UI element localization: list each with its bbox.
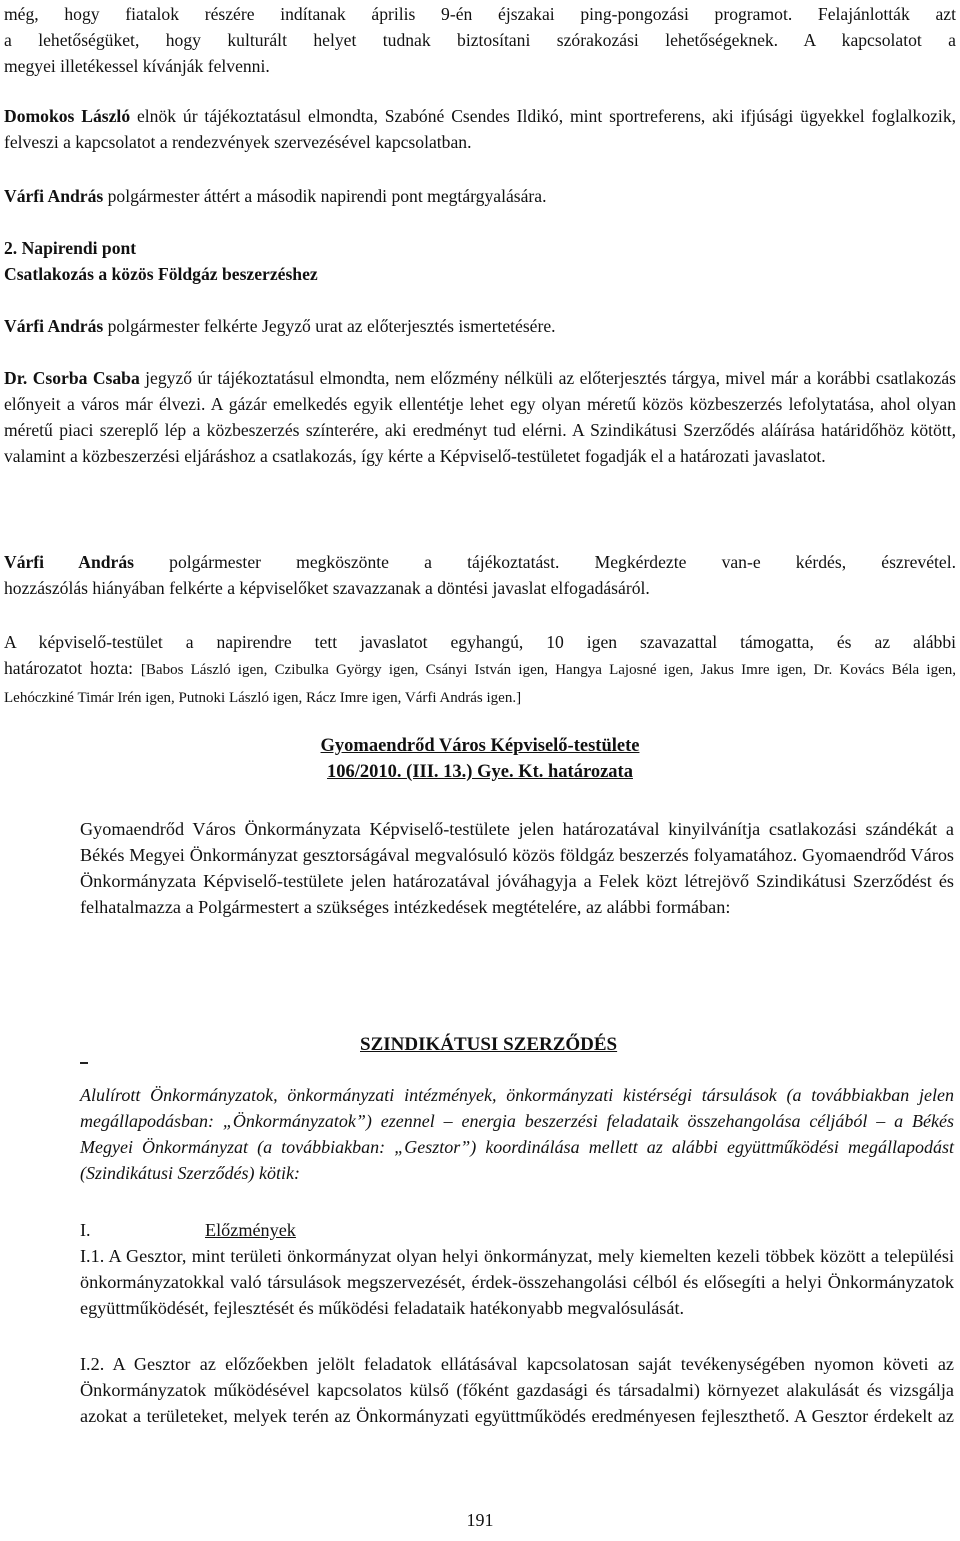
- speaker-name: Domokos László: [4, 106, 131, 126]
- vote-names: [Babos László igen, Czibulka György igen, Csányi István igen, Hangya Lajosné igen, Jakus Imre igen, Dr. Kovács Béla igen, Lehóczkiné Timár Irén igen, Putnoki László igen, Rácz Imre igen, Várfi András igen.]: [4, 662, 957, 706]
- section-heading: [80, 1217, 954, 1243]
- section-title: Előzmények: [205, 1220, 296, 1240]
- clause-i2: I.2. A Gesztor az előzőekben jelölt feladatok ellátásával kapcsolatosan saját tevékenységében nyomon követi az Önkormányzatok működésével kapcsolatos külső (főként gazdasági és társadalmi) környezet alakulását és vizsgálja azokat a területeket, melyek terén az Önkormányzati együttműködés eredményesen fejleszthető. A Gesztor érdekelt az: [80, 1354, 954, 1426]
- para2: [4, 103, 956, 155]
- para6-line1: [4, 549, 956, 575]
- resolution-title: Gyomaendrőd Város Képviselő-testülete: [320, 736, 640, 756]
- para4: [4, 313, 956, 339]
- contract-title: SZINDIKÁTUSI SZERZŐDÉS: [360, 1034, 618, 1055]
- speaker-name: Dr. Csorba Csaba: [4, 368, 140, 388]
- para2-text: elnök úr tájékoztatásul elmondta, Szabóné Csendes Ildikó, mint sportreferens, aki ifjúsági ügyekkel foglalkozik, felveszi a kapcsolatot a rendezvények szervezésével kapcsolatban.: [4, 106, 957, 152]
- speaker-name: Várfi András: [4, 316, 104, 336]
- vote-details: [4, 655, 956, 711]
- agenda-number: 2. Napirendi pont: [4, 238, 137, 258]
- clause-i1: I.1. A Gesztor, mint területi önkormányzat olyan helyi önkormányzat, mely kiemelten kezeli többek között a települési önkormányzatokkal való társulások megszervezését, érdek-összehangolási célból és elősegíti a helyi Önkormányzatok együttműködését, fejlesztését és működési feladataik hatékonyabb megvalósulását.: [80, 1246, 954, 1318]
- para5: [4, 365, 956, 469]
- vote-lead: határozatot hozta:: [4, 658, 141, 678]
- para6-line2: hozzászólás hiányában felkérte a képviselőket szavazzanak a döntési javaslat elfogadásáról.: [4, 578, 650, 598]
- para1-line1: még, hogy fiatalok részére indítanak április 9-én éjszakai ping-pongozási programot. Felajánlották azt: [4, 4, 956, 24]
- contract-intro: Alulírott Önkormányzatok, önkormányzati intézmények, önkormányzati kistérségi társulások (a továbbiakban jelen megállapodásban: „Önkormányzatok”) ezennel – energia beszerzési feladataik összehangolása céljából – a Békés Megyei Önkormányzat (a továbbiakban: „Gesztor”) koordinálása mellett az alábbi együttműködési megállapodást (Szindikátusi Szerződés) kötik:: [80, 1085, 954, 1183]
- para1-line3: megyei illetékessel kívánják felvenni.: [4, 56, 270, 76]
- agenda-title: Csatlakozás a közös Földgáz beszerzéshez: [4, 264, 318, 284]
- section-number: I.: [80, 1220, 91, 1240]
- para3: [4, 183, 956, 209]
- para3-text: polgármester áttért a második napirendi pont megtárgyalására.: [103, 186, 547, 206]
- para5-text: jegyző úr tájékoztatásul elmondta, nem előzmény nélküli az előterjesztés tárgya, mivel már a korábbi csatlakozás előnyeit a város már élvezi. A gázár emelkedés egyik ellentétje lehet egy olyan méretű közös közbeszerzés lefolytatása, ahol olyan méretű piaci szereplő lép a közbeszerzés színterére, aki eredményt tud elérni. A Szindikátusi Szerződés aláírása határidőhöz kötött, valamint a közbeszerzési eljáráshoz a csatlakozás, így kérte a Képviselő-testületet fogadják el a határozati javaslatot.: [4, 368, 957, 466]
- speaker-name: Várfi András: [4, 552, 134, 572]
- resolution-body: Gyomaendrőd Város Önkormányzata Képviselő-testülete jelen határozatával kinyilvánítja csatlakozási szándékát a Békés Megyei Önkormányzat gesztorságával megvalósuló közös földgáz beszerzés folyamatához. Gyomaendrőd Város Önkormányzata Képviselő-testülete jelen határozatával jóváhagyja a Felek közt létrejövő Szindikátusi Szerződést és felhatalmazza a Polgármestert a szükséges intézkedések megtételére, az alábbi formában:: [80, 819, 954, 917]
- para6-line1-text: polgármester megköszönte a tájékoztatást. Megkérdezte van-e kérdés, észrevétel.: [133, 552, 956, 572]
- vote-line1: A képviselő-testület a napirendre tett javaslatot egyhangú, 10 igen szavazattal támogatta, és az alábbi: [4, 632, 956, 652]
- speaker-name: Várfi András: [4, 186, 104, 206]
- dash-mark: [80, 1062, 88, 1064]
- para4-text: polgármester felkérte Jegyző urat az előterjesztés ismertetésére.: [103, 316, 556, 336]
- para1-line2: a lehetőségüket, hogy kulturált helyet tudnak biztosítani szórakozási lehetőségeknek. A kapcsolatot a: [4, 30, 956, 50]
- resolution-number: 106/2010. (III. 13.) Gye. Kt. határozata: [327, 762, 633, 782]
- page-number: 191: [466, 1510, 494, 1530]
